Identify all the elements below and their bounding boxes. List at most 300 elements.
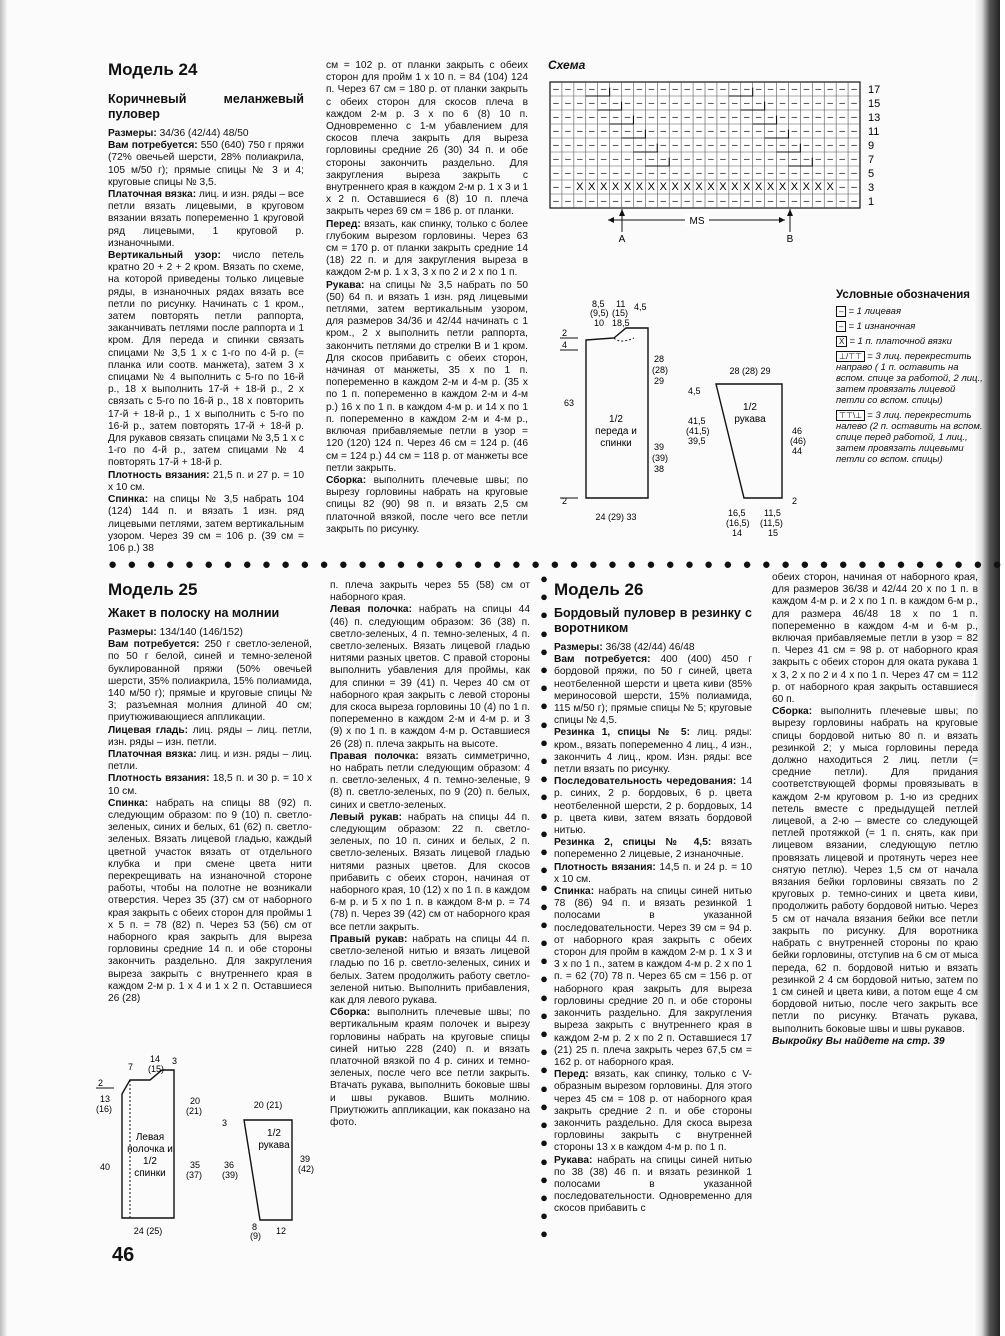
chart-cell-symbol: – <box>708 112 714 123</box>
paragraph-body: 134/140 (146/152) <box>156 627 243 638</box>
chart-cell-symbol: – <box>779 98 786 109</box>
chart-cell-symbol: – <box>815 98 822 109</box>
p25-d-7: 7 <box>128 1062 134 1072</box>
chart-cell-symbol: – <box>672 112 678 123</box>
chart-cell-symbol: – <box>612 98 619 109</box>
chart-cell-symbol: – <box>732 112 738 123</box>
paragraph-heading: Вертикальный узор: <box>108 250 221 262</box>
paragraph-body: выполнить плечевые швы; по вертикальным краям полочек и вырезу горловины набрать на круговые спицы синей нитью 228 (240) п. и вязать платочной вязкой по 4 р. синих и темно-зеленых, после чего все петли закрыть. Втачать рукава, выполнить боковые швы и швы рукавов. Вшить молнию. Приутюжить аппликации, как показано на фото. <box>330 1007 530 1128</box>
chart-cell-symbol: – <box>708 168 714 179</box>
chart-cell-symbol: – <box>588 84 595 95</box>
chart-cell-symbol: – <box>779 154 786 165</box>
pattern24-front-label-1: 1/2 <box>609 414 623 425</box>
paragraph-body: лиц. ряды: кром., вязать попеременно 4 лиц., 4 изн., закончить 4 лиц., кром. Изн. ряды: все петли вязать по рисунку. <box>554 727 752 776</box>
paragraph-body: набрать на спицы 88 (92) п. следующим образом: по 9 (10) п. светло-зеленых, синих и белых, 61 (62) п. светло-зеленых. Вязать лицевой гладью, каждый цветной участок вязать от отдельного клубка и при смене цвета нити перекрещивать на изнаночной стороне работы, чтобы на полотне не возникали отверстия. Через 35 (37) см от наборного края закрыть с обеих сторон для проймы 1 х 5 п. = 78 (82) п. Через 53 (56) см от наборного края закрыть для выреза горловины средние 14 п. и обе стороны закончить раздельно. Для закругления выреза закрыть с внутреннего края в каждом 2-м р. 1 х 4 и 1 х 2 п. Оставшиеся 26 (28) <box>108 797 313 1005</box>
chart-cell-symbol: – <box>755 168 762 179</box>
paragraph-body: 14 р. синих, 2 р. бордовых, 6 р. цвета неотбеленной шерсти, 2 р. бордовых, 14 р. цвета киви, затем вязать бордовой нитью. <box>554 776 752 837</box>
chart-cell-symbol: – <box>553 154 559 165</box>
p24-s-15: 15 <box>768 528 779 538</box>
chart-cell-symbol: – <box>815 140 822 151</box>
pattern25-front-label-4: спинки <box>134 1168 166 1179</box>
arrow-b-head <box>787 209 793 216</box>
text-paragraph <box>554 727 752 776</box>
chart-row-numbers <box>868 84 880 208</box>
paragraph-heading: Плотность вязания: <box>108 773 210 785</box>
p24-s-44: 44 <box>792 446 803 456</box>
chart-cell-symbol: – <box>779 126 786 137</box>
text-paragraph <box>326 280 528 475</box>
paragraph-body: п. плеча закрыть через 55 (58) см от наборного края. <box>330 580 530 604</box>
paragraph-body: 550 (640) 750 г пряжи (72% овечьей шерсти, 28% полиакрила, 105 м/50 г); прямые спицы № 3 и 4; круговые спицы № 3,5. <box>108 140 304 188</box>
p25-d-20: 20 <box>190 1096 201 1106</box>
model26-title: Модель 26 <box>554 580 644 599</box>
p25-d-2: 2 <box>98 1078 104 1088</box>
chart-cell-symbol: – <box>708 98 714 109</box>
chart-cell-symbol: – <box>577 154 583 165</box>
chart-cell-symbol: – <box>803 98 810 109</box>
chart-cell-symbol: – <box>779 84 786 95</box>
text-paragraph <box>554 654 752 727</box>
paragraph-heading: Перед: <box>554 1069 589 1081</box>
chart-cell-symbol: – <box>612 84 619 95</box>
chart-cell-symbol: – <box>803 140 810 151</box>
legend-item <box>836 321 986 332</box>
text-paragraph <box>108 725 312 749</box>
model25-subtitle: Жакет в полоску на молнии <box>108 606 280 620</box>
pattern25-front-label-3: 1/2 <box>143 1156 157 1167</box>
chart-cell-symbol: – <box>612 140 619 151</box>
paragraph-heading: Сборка: <box>330 1007 371 1019</box>
separator-dots-vertical: ● ● ● ● ● ● ● ● ● ● ● ● ● ● ● ● ● ● ● ● ● ● ● ● ● ● ● ● ● ● ● ● ● ● ● ● ● <box>540 571 548 1242</box>
legend-text: = 3 лиц. перекрестить направо ( 1 п. оставить на вспом. спице за работой, 2 лиц., затем провязать лицевой петли со вспом. спицы) <box>836 351 983 406</box>
chart-cell-symbol: – <box>851 182 857 193</box>
p25-d-14b: (15) <box>148 1064 165 1074</box>
chart-cell-symbol: – <box>648 112 655 123</box>
chart-cell-symbol: – <box>839 112 845 123</box>
model26-column-1 <box>554 580 752 1240</box>
chart-cell-symbol: – <box>839 154 845 165</box>
p25-s-39: 39 <box>300 1154 311 1164</box>
rapport-label: MS <box>689 216 705 227</box>
legend-item <box>836 410 986 465</box>
pattern25-diagram <box>92 1050 332 1240</box>
chart-cell-symbol: – <box>791 126 798 137</box>
chart-cell-symbol: – <box>732 168 738 179</box>
chart-cell-symbol: X <box>576 181 584 193</box>
chart-cell-symbol: X <box>790 181 799 193</box>
text-paragraph <box>108 627 312 639</box>
paragraph-heading: Правый рукав: <box>330 933 408 945</box>
chart-cell-symbol: – <box>767 168 774 179</box>
chart-cell-symbol: X <box>647 181 656 193</box>
chart-cell-symbol: – <box>588 168 595 179</box>
chart-cell-symbol: – <box>672 154 678 165</box>
chart-cell-symbol: – <box>577 140 583 151</box>
chart-cell-symbol: – <box>612 168 619 179</box>
text-paragraph <box>554 776 752 837</box>
chart-cell-symbol: – <box>565 84 571 95</box>
chart-cell-symbol: – <box>779 112 786 123</box>
legend-item <box>836 351 986 406</box>
paragraph-body: лиц. и изн. ряды – лиц. петли. <box>108 749 313 773</box>
p24-d-2a: 2 <box>562 328 568 338</box>
text-paragraph <box>108 749 312 773</box>
p24-d-29: 29 <box>654 376 665 386</box>
text-paragraph <box>108 773 312 797</box>
chart-cell-symbol: – <box>732 196 738 207</box>
paragraph-heading: Спинка: <box>108 797 149 809</box>
chart-cell-symbol: – <box>755 84 762 95</box>
chart-row-number: 9 <box>868 140 875 152</box>
model24-subtitle: Коричневый меланжевый пуловер <box>108 92 304 121</box>
text-paragraph <box>326 475 528 536</box>
chart-cell-symbol: – <box>791 98 798 109</box>
chart-cell-symbol: – <box>791 84 798 95</box>
chart-cell-symbol: – <box>743 196 750 207</box>
chart-cell-symbol: – <box>827 168 833 179</box>
chart-cell-symbol: – <box>553 112 559 123</box>
chart-cell-symbol: – <box>732 98 738 109</box>
legend-items <box>836 306 986 465</box>
text-paragraph <box>330 580 530 604</box>
chart-cell-symbol: – <box>720 84 726 95</box>
text-paragraph <box>326 60 528 219</box>
page-left-edge <box>0 0 8 1336</box>
chart-cell-symbol: – <box>791 168 798 179</box>
chart-cell-symbol: – <box>851 196 857 207</box>
chart-cell-symbol: – <box>565 126 571 137</box>
chart-cell-symbol: – <box>815 196 822 207</box>
chart-cell-symbol: – <box>553 98 559 109</box>
chart-cell-symbol: – <box>672 140 678 151</box>
chart-cell-symbol: – <box>600 196 607 207</box>
chart-cell-symbol: X <box>611 181 620 193</box>
chart-cell-symbol: – <box>708 140 714 151</box>
paragraph-body: 250 г светло-зеленой, по 50 г белой, синей и темно-зеленой буклированной пряжи (50% овечьей шерсти, 35% полиакрила, 15% полиамида, 140 м/50 г); прямые и круговые спицы № 3; разъемная молния длиной 40 см; приутюживающиеся аппликации. <box>108 639 312 724</box>
chart-cell-symbol: – <box>743 168 750 179</box>
pattern25-sleeve-label-2: рукава <box>258 1140 290 1151</box>
model24-text-2 <box>326 60 528 536</box>
chart-cell-symbol: – <box>696 196 702 207</box>
text-paragraph <box>554 886 752 1069</box>
paragraph-heading: Левый рукав: <box>330 811 403 823</box>
paragraph-body: выполнить плечевые швы; по вырезу горловины набрать на круговые спицы бордовой нитью 80 п. и вязать резинкой 2; у мыса горловины переда должно находиться 2 лиц. петли (= средние петли). Для придания соответствующей формы провязывать в каждом 2-м круговом р. 1-ю из средних петель вместе с предыдущей петлей лицевой, а 2-ю – вместе со следующей петлей протяжкой (= 1 п. снять, как при лицевом вязании, следующую петлю провязать лицевой и протянуть через нее снятую петлю). Через 1,5 см от начала вязания бейки горловины связать по 2 круговых р. темно-синих и цвета киви, продолжить работу бордовой нитью. Через 5 см от начала вязания бейки все петли закрыть по рисунку. Для воротника набрать с внутренней стороны по краю бейки горловины, отступив на 6 см от мыса переда, 62 п. бордовой нитью и вязать резинкой 2 4 см бордовой нитью, затем по 1 см синей и цвета киви, а потом еще 4 см бордовой нитью, после чего закрыть все петли по рисунку. Втачать рукава, выполнить боковые швы и швы рукавов. <box>772 706 978 1035</box>
legend-text: = 3 лиц. перекрестить налево (2 п. оставить на вспом. спице перед работой, 1 лиц., затем провязать лицевыми петли со вспом. спицы) <box>836 410 983 465</box>
paragraph-body: 14,5 п. и 24 р. = 10 х 10 см. <box>554 861 753 885</box>
chart-cell-symbol: – <box>660 126 667 137</box>
model24-text-1 <box>108 128 304 555</box>
paragraph-heading: Размеры: <box>108 627 157 638</box>
p24-d-39b: (39) <box>652 453 669 463</box>
p25-s-36: 36 <box>224 1160 235 1170</box>
p25-d-13b: (16) <box>96 1104 113 1114</box>
chart-cell-symbol: – <box>588 126 595 137</box>
chart-cell-symbol: – <box>779 196 786 207</box>
chart-cell-symbol: – <box>624 140 631 151</box>
p24-d-top-a3: 10 <box>594 318 605 328</box>
paragraph-heading: Последовательность чередования: <box>554 776 737 788</box>
p24-d-4: 4 <box>562 340 568 350</box>
p25-d-35: 35 <box>190 1160 201 1170</box>
chart-cell-symbol: – <box>839 98 845 109</box>
chart-cell-symbol: – <box>696 168 702 179</box>
chart-cell-symbol: – <box>577 84 583 95</box>
pattern25-sleeve-label-1: 1/2 <box>267 1128 281 1139</box>
chart-cell-symbol: – <box>612 126 619 137</box>
chart-cell-symbol: – <box>791 196 798 207</box>
chart-cell-symbol: – <box>636 84 643 95</box>
text-paragraph <box>772 706 978 1035</box>
chart-cell-symbol: X <box>754 181 763 193</box>
chart-cell-symbol: – <box>636 140 643 151</box>
model25-column-2 <box>330 580 530 1160</box>
chart-cell-symbol: – <box>767 140 774 151</box>
chart-cell-symbol: – <box>684 98 690 109</box>
chart-cell-symbol: – <box>648 140 655 151</box>
chart-cell-symbol: – <box>684 168 690 179</box>
pattern-reference: Выкройку Вы найдете на стр. 39 <box>772 1035 945 1047</box>
p25-s-36b: (39) <box>222 1170 239 1180</box>
chart-cell-symbol: – <box>600 84 607 95</box>
chart-cell-symbol: – <box>696 140 702 151</box>
chart-cell-symbol: – <box>636 112 643 123</box>
chart-cell-symbol: – <box>672 168 678 179</box>
chart-cell-symbol: – <box>612 112 619 123</box>
legend-text: = 1 лицевая <box>848 306 902 317</box>
paragraph-body: набрать на спицы 44 п. следующим образом: 22 п. светло-зеленых, по 10 п. синих и белых, 2 п. светло-зеленых. Вязать лицевой гладью нитями разных цветов. Для скосов прибавить с обеих сторон, начиная от наборного края, 10 (12) х по 1 п. в каждом 6-м р. и 5 х по 1 п. в каждом 8-м р. = 74 (78) п. Через 39 (42) см от наборного края все петли закрыть. <box>330 811 530 933</box>
p25-s-8b: (9) <box>250 1231 261 1241</box>
paragraph-body: лиц. и изн. ряды – все петли вязать лицевыми, в круговом вязании вязать попеременно 1 круговой ряд лицевыми, 1 круговой р. изнаночными. <box>108 189 304 249</box>
model24-column-1 <box>108 60 305 554</box>
chart-cell-symbol: – <box>827 112 833 123</box>
chart-cell-symbol: – <box>672 98 678 109</box>
chart-row-number: 3 <box>868 182 875 194</box>
p25-d-13: 13 <box>100 1094 111 1104</box>
chart-cell-symbol: – <box>684 84 690 95</box>
chart-cell-symbol: X <box>814 181 822 193</box>
legend-symbol: – <box>836 306 846 317</box>
chart-cell-symbol: – <box>767 126 774 137</box>
rapport-arrow-left <box>608 217 614 223</box>
paragraph-body: набрать на спицы 44 (46) п. следующим образом: 36 (38) п. светло-зеленых, 4 п. темно-зеленых, 4 п. светло-зеленых. Вязать лицевой гладью нитями разных цветов. С правой стороны выполнить убавления для проймы, как для спинки = 39 (41) п. Через 40 см от наборного края закрыть с левой стороны для скоса выреза горловины 10 (4) по 1 п. попеременно в каждом 2-м и 4-м р. и 3 (9) х по 1 п. в каждом 4-м р. Оставшиеся 26 (28) п. плеча закрыть на высоте. <box>330 604 530 750</box>
legend-title: Условные обозначения <box>836 289 971 301</box>
legend-symbol: – <box>836 321 846 332</box>
chart-cell-symbol: – <box>851 98 857 109</box>
chart-cell-symbol: – <box>708 84 714 95</box>
paragraph-heading: Левая полочка: <box>330 604 412 616</box>
paragraph-body: на спицы № 3,5 набрать по 50 (50) 64 п. и вязать 1 изн. ряд лицевыми петлями, затем вертикальным узором, для размеров 34/36 и 42/44 начинать с 1 кром., 2 х выполнить петли раппорта, закончить петлями до стрелки В и 1 кром. Для скосов прибавить с обеих сторон, начиная от манжеты, 35 х по 1 п. попеременно в каждом 2-м и 4-м р. (35 х по 1 п. попеременно в каждом 2-м и 4-м р.) 16 х по 1 п. в каждом 4-м р. и 14 х по 1 п. попеременно в каждом 2-м и 4-м р., включая прибавляемые петли в узор = 120 (120) 124 п. Через 46 см = 124 р. (46 см = 124 р.) 44 см = 118 р. от манжеты все петли закрыть. <box>326 279 528 474</box>
chart-cell-symbol: – <box>565 168 571 179</box>
model24-title: Модель 24 <box>108 60 198 79</box>
p24-s-115b: (11,5) <box>760 518 783 528</box>
p25-s-39b: (42) <box>298 1164 315 1174</box>
chart-cell-symbol: – <box>577 112 583 123</box>
legend-symbol: ⊤⊤\⊥ <box>836 410 865 421</box>
p25-d-bottom: 24 (25) <box>133 1226 163 1236</box>
p25-d-40: 40 <box>100 1162 111 1172</box>
paragraph-body: вязать попеременно 2 лицевые, 2 изнаночные. <box>554 837 753 861</box>
chart-cell-symbol: X <box>707 181 715 193</box>
chart-cell-symbol: – <box>588 196 595 207</box>
paragraph-body: 18,5 п. и 30 р. = 10 х 10 см. <box>108 773 313 797</box>
p24-d-28b: (28) <box>652 365 669 375</box>
paragraph-heading: Резинка 1, спицы № 5: <box>554 727 690 739</box>
chart-cell-symbol: – <box>648 84 655 95</box>
p24-s-46b: (46) <box>790 436 807 446</box>
chart-cell-symbol: X <box>695 181 703 193</box>
chart-cell-symbol: – <box>708 196 714 207</box>
chart-cell-symbol: – <box>684 154 690 165</box>
paragraph-heading: Сборка: <box>326 474 367 486</box>
chart-cell-symbol: – <box>648 98 655 109</box>
chart-cell-symbol: – <box>648 168 655 179</box>
chart-cell-symbol: – <box>779 168 786 179</box>
chart-cell-symbol: – <box>588 112 595 123</box>
chart-cell-symbol: – <box>648 154 655 165</box>
chart-cell-symbol: – <box>660 84 667 95</box>
legend-text: = 1 п. платочной вязки <box>849 336 952 347</box>
p24-s-415: 41,5 <box>688 416 706 426</box>
p25-d-14: 14 <box>150 1054 161 1064</box>
p25-d-3: 3 <box>172 1056 178 1066</box>
text-paragraph <box>108 140 304 189</box>
p25-s-8: 8 <box>252 1222 258 1232</box>
p24-d-top-b: 11 <box>616 299 626 309</box>
chart-cell-symbol: X <box>635 181 644 193</box>
chart-cell-symbol: – <box>600 154 607 165</box>
paragraph-body: выполнить плечевые швы; по вырезу горловины набрать на круговые спицы 82 (90) 98 п. и вязать 2,5 см платочной вязкой, после чего все петли закрыть по рисунку. <box>326 474 528 535</box>
chart-cell-symbol: – <box>660 98 667 109</box>
chart-cell-symbol: – <box>553 140 559 151</box>
chart-cell-symbol: – <box>827 196 833 207</box>
chart-cell-symbol: X <box>766 181 775 193</box>
chart-cell-symbol: – <box>624 154 631 165</box>
chart-cell-symbol: – <box>600 112 607 123</box>
text-paragraph <box>330 751 530 812</box>
chart-cell-symbol: X <box>683 181 691 193</box>
paragraph-body: число петель кратно 20 + 2 + 2 кром. Вязать по схеме, на которой приведены только лицевые ряды, в изнаночных рядах вязать все петли по рисунку. Начинать с 1 кром., затем повторять петли раппорта, заканчивать петлями после раппорта и 1 кром. Для переда и спинки связать спицами № 3,5 1 х с 1-го по 4-й р. (= планка или соотв. манжета), затем 3 х спицами № 4 выполнить с 5-го по 16-й р., 18 х выполнить 17-й + 18-й р., 2 х связать с 5-го по 16-й р., 18 х повторить 17-й + 18-й р., 1 х выполнить с 5-го по 16-й р., затем повторять 17-й + 18-й р. Для рукавов связать спицами № 3,5 1 х с 1-го по 4-й р., затем спицами № 4 повторять 17-й + 18-й р. <box>108 250 304 469</box>
chart-cell-symbol: – <box>755 112 762 123</box>
arrow-a-label: A <box>618 234 626 245</box>
chart-cell-symbol: – <box>827 126 833 137</box>
chart-cell-symbol: – <box>803 84 810 95</box>
chart-cell-symbol: – <box>767 84 774 95</box>
chart-cell-symbol: – <box>553 182 559 193</box>
text-paragraph <box>330 604 530 750</box>
text-paragraph <box>326 219 528 280</box>
p24-s-top: 28 (28) 29 <box>729 366 771 376</box>
p24-d-top-b2: (15) <box>612 308 629 318</box>
chart-cell-symbol: – <box>803 196 810 207</box>
paragraph-heading: Платочная вязка: <box>108 749 197 761</box>
chart-cell-symbol: – <box>827 84 833 95</box>
paragraph-heading: Плотность вязания: <box>554 861 656 873</box>
p24-s-45: 4,5 <box>688 386 701 396</box>
chart-cell-symbol: – <box>624 98 631 109</box>
paragraph-body: лиц. ряды – лиц. петли, изн. ряды – изн. петли. <box>108 724 312 748</box>
legend-symbol: ⊥/⊤⊤ <box>836 351 865 362</box>
chart-cell-symbol: – <box>815 126 822 137</box>
p24-d-top-b3: 18,5 <box>612 318 630 328</box>
chart-cell-symbol: X <box>588 181 596 193</box>
chart-cell-symbol: – <box>648 126 655 137</box>
chart-cell-symbol: – <box>755 126 762 137</box>
paragraph-heading: Правая полочка: <box>330 750 419 762</box>
p24-s-165b: (16,5) <box>726 518 750 528</box>
chart-cell-symbol: – <box>600 168 607 179</box>
paragraph-body: вязать симметрично, но набрать петли следующим образом: 4 п. светло-зеленых, 4 п. темно-зеленые, 9 (8) п. светло-зеленых, по 9 (20) п. белых, синих и светло-зеленых. <box>330 750 530 811</box>
text-paragraph <box>772 572 978 706</box>
chart-cell-symbol: – <box>600 98 607 109</box>
chart-cell-symbol: – <box>803 126 810 137</box>
chart-cell-symbol: – <box>720 126 726 137</box>
legend-item <box>836 336 986 347</box>
chart-cell-symbol: – <box>743 84 750 95</box>
model24-column-2 <box>326 60 528 554</box>
text-paragraph <box>554 837 752 861</box>
text-paragraph <box>554 1155 752 1216</box>
chart-cell-symbol: – <box>660 112 667 123</box>
chart-cell-symbol: – <box>565 154 571 165</box>
chart-cell-symbol: – <box>767 112 774 123</box>
chart-cell-symbol: – <box>827 154 833 165</box>
knitting-chart <box>540 74 900 244</box>
p24-s-14: 14 <box>732 528 743 538</box>
pattern24-front-outline <box>586 328 648 498</box>
chart-cell-symbol: – <box>815 84 822 95</box>
chart-cell-symbol: – <box>660 168 667 179</box>
chart-cell-symbol: – <box>839 84 845 95</box>
chart-cell-symbol: – <box>791 140 798 151</box>
chart-cell-symbol: X <box>599 181 608 193</box>
chart-cell-symbol: – <box>696 98 702 109</box>
text-paragraph <box>108 494 304 555</box>
paragraph-body: набрать на спицы синей нитью 78 (86) 94 п. и вязать резинкой 1 полосами в указанной последовательности. Через 39 см = 94 р. от наборного края закрыть с обеих сторон для пройм в каждом 2-м р. 1 х 3 и 3 х по 1 п., затем в каждом 4-м р. 2 х по 1 п. = 62 (70) 78 п. Через 65 см = 156 р. от наборного края закрыть для выреза горловины средние 20 п. и обе стороны закончить раздельно. Для закругления выреза закрыть с внутреннего края в каждом 2-м р. 2 х по 2 п. Оставшиеся 17 (21) 25 п. плеча закрыть через 67,5 см = 162 р. от наборного края. <box>554 886 752 1068</box>
paragraph-heading: Сборка: <box>772 706 813 718</box>
chart-cell-symbol: – <box>648 196 655 207</box>
legend-text: = 1 изнаночная <box>848 321 916 332</box>
text-paragraph <box>330 934 530 1007</box>
paragraph-body: набрать на спицы 44 п. светло-зеленой нитью и вязать лицевой гладью по 16 р. светло-зеленых, синих и белых. Затем продолжить работу светло-зеленой нитью. Выполнить прибавления, как для левого рукава. <box>330 933 530 1006</box>
chart-cell-symbol: – <box>672 196 678 207</box>
p24-s-165: 16,5 <box>728 508 746 518</box>
chart-cell-symbol: – <box>839 196 845 207</box>
chart-cell-symbol: – <box>851 126 857 137</box>
paragraph-heading: Спинка: <box>554 886 595 898</box>
chart-cell-symbol: – <box>755 98 762 109</box>
p24-d-top-a: 8,5 <box>592 299 605 309</box>
chart-cell-symbol: X <box>743 181 751 193</box>
paragraph-body: 21,5 п. и 27 р. = 10 х 10 см. <box>108 469 305 493</box>
chart-cell-symbol: – <box>684 126 690 137</box>
page-number: 46 <box>112 1244 135 1266</box>
chart-cell-symbol: – <box>827 98 833 109</box>
chart-cell-symbol: – <box>672 84 678 95</box>
p24-s-46: 46 <box>792 426 803 436</box>
text-paragraph <box>108 250 304 470</box>
chart-cell-symbol: – <box>767 98 774 109</box>
chart-cell-symbol: – <box>732 140 738 151</box>
text-paragraph <box>554 1069 752 1154</box>
chart-cell-symbol: – <box>636 98 643 109</box>
chart-cell-symbol: – <box>565 140 571 151</box>
chart-cell-symbol: – <box>815 154 822 165</box>
text-paragraph <box>330 812 530 934</box>
text-paragraph <box>108 189 304 250</box>
chart-cell-symbol: – <box>803 154 810 165</box>
model26-column-2 <box>772 572 978 1072</box>
chart-row-number: 1 <box>868 196 875 208</box>
